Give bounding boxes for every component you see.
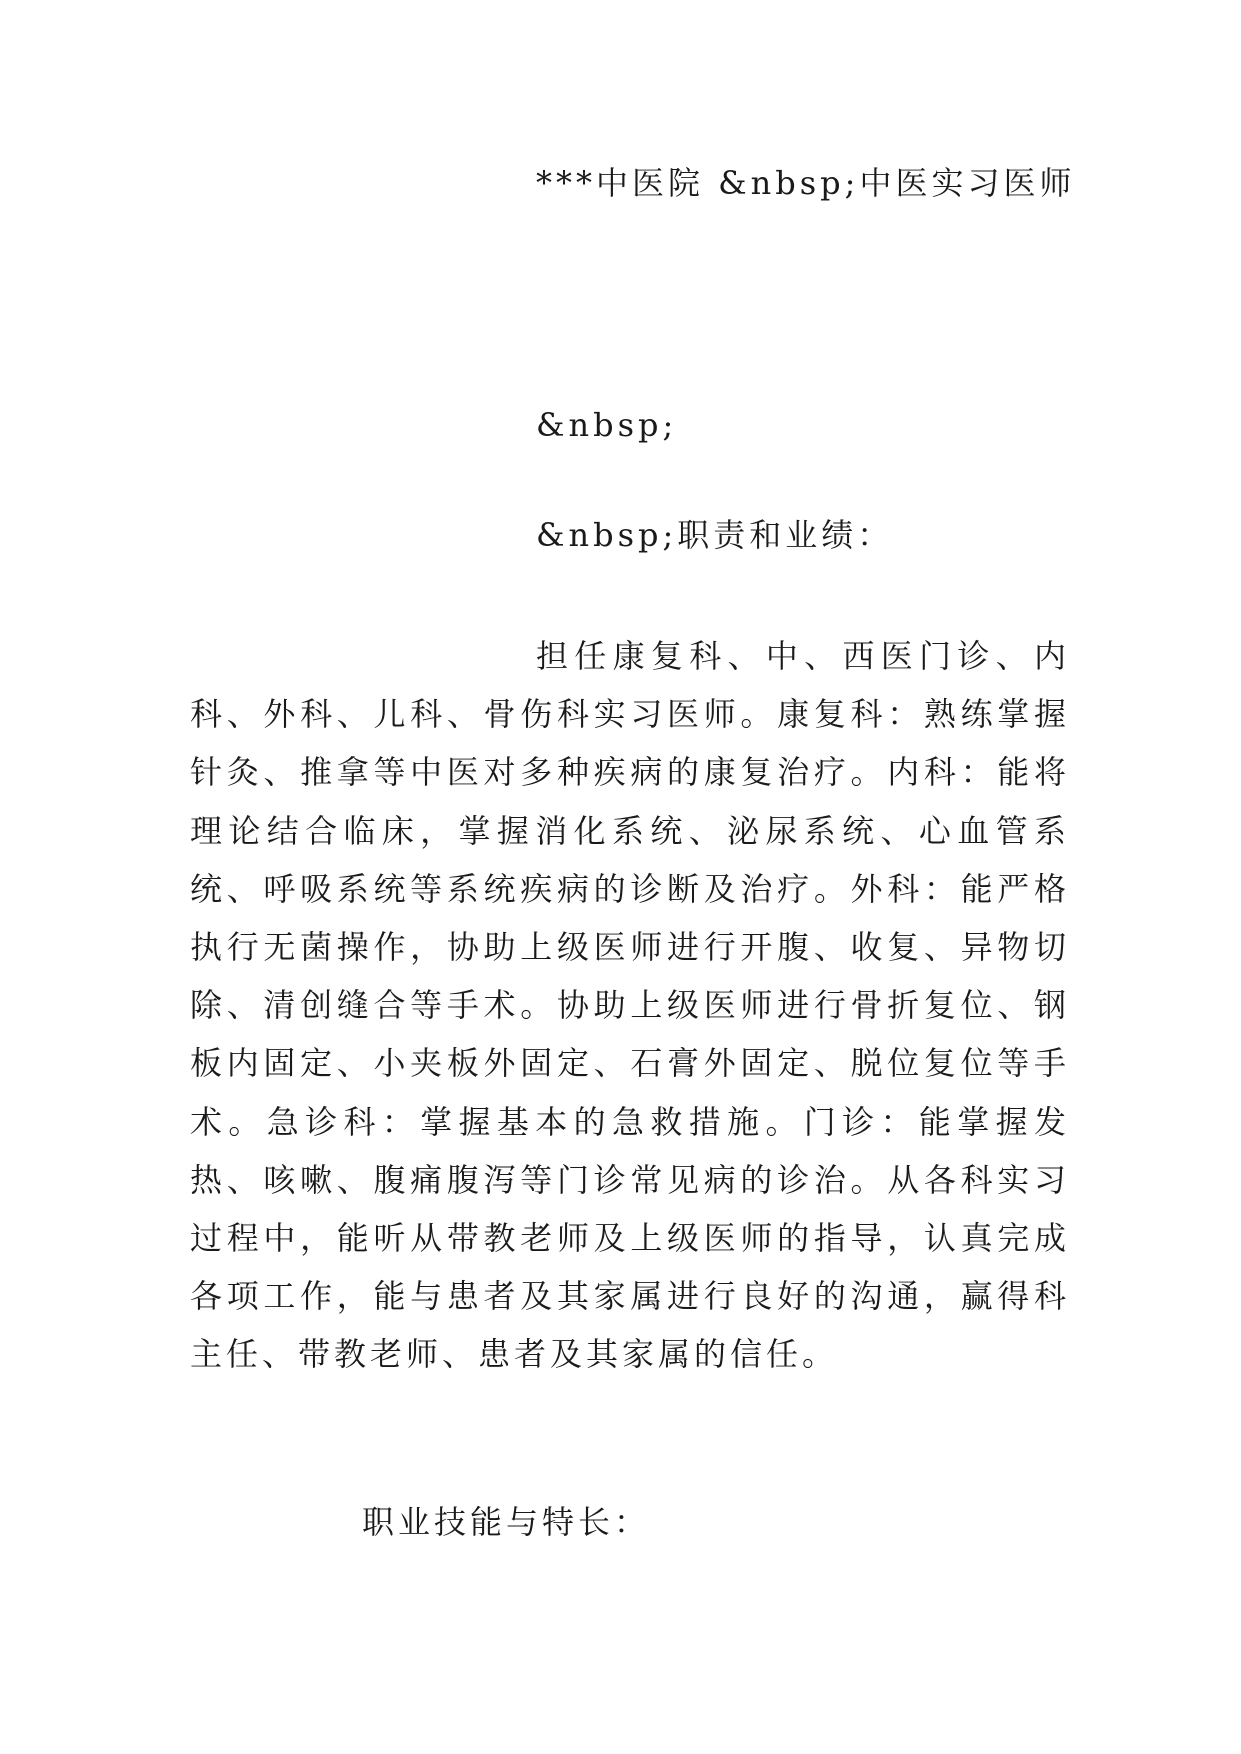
employment-header: ***中医院 &nbsp;中医实习医师	[536, 164, 1076, 202]
skills-heading: 职业技能与特长：	[362, 1503, 651, 1541]
duties-paragraph: 担任康复科、中、西医门诊、内科、外科、儿科、骨伤科实习医师。康复科：熟练掌握针灸、推拿等中医对多种疾病的康复治疗。内科：能将理论结合临床，掌握消化系统、泌尿系统、心血管系统、呼吸系统等系统疾病的诊断及治疗。外科：能严格执行无菌操作，协助上级医师进行开腹、收复、异物切除、清创缝合等手术。协助上级医师进行骨折复位、钢板内固定、小夹板外固定、石膏外固定、脱位复位等手术。急诊科：掌握基本的急救措施。门诊：能掌握发热、咳嗽、腹痛腹泻等门诊常见病的诊治。从各科实习过程中，能听从带教老师及上级医师的指导，认真完成各项工作，能与患者及其家属进行良好的沟通，赢得科主任、带教老师、患者及其家属的信任。	[190, 637, 1070, 1374]
spacer-line: &nbsp;	[536, 406, 678, 444]
duties-heading: &nbsp;职责和业绩：	[536, 516, 894, 554]
